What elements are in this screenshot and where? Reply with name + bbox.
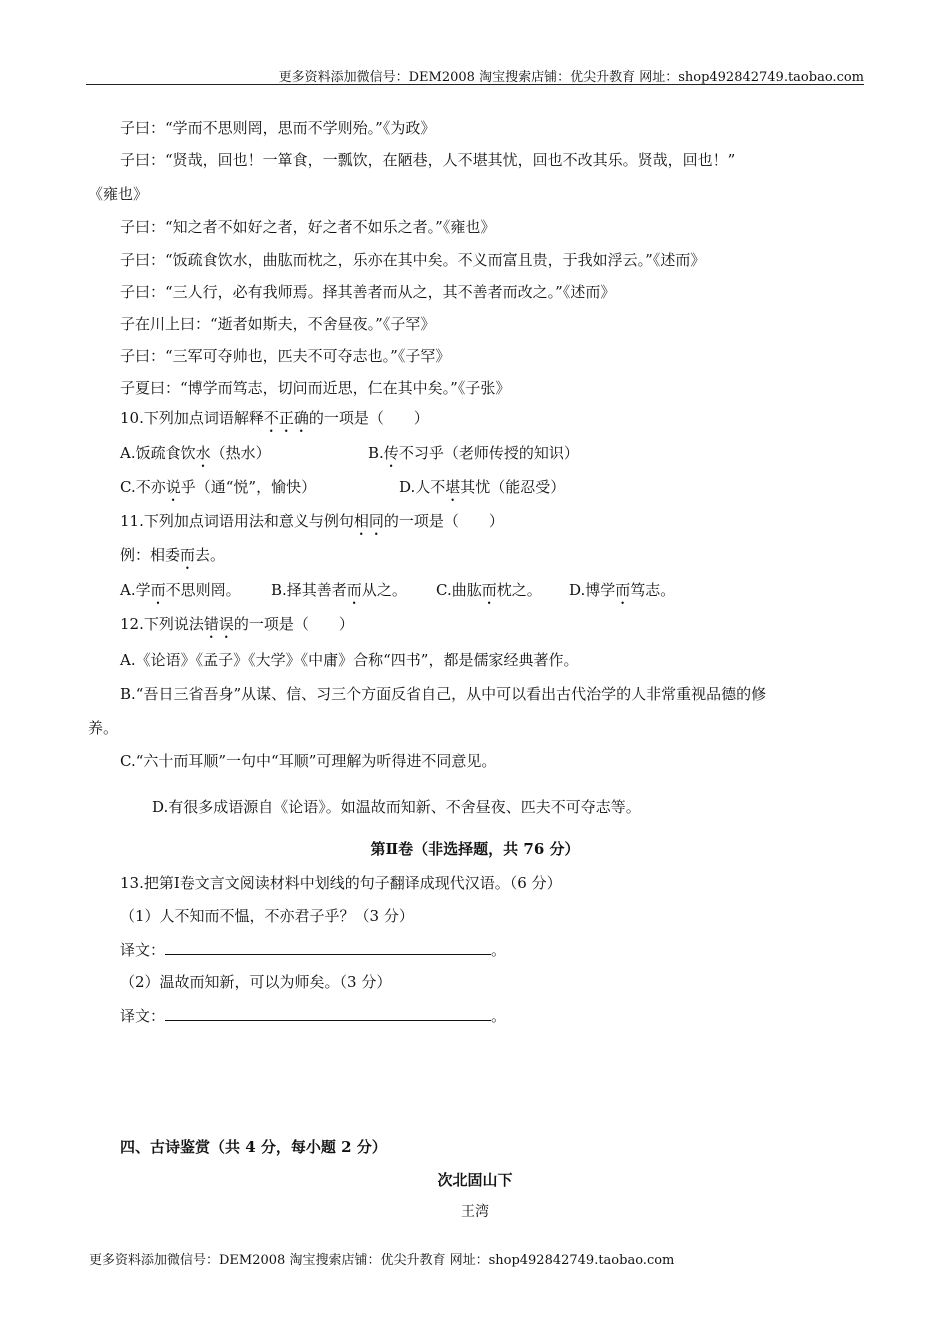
q11-option-d: D.博学而笃志。 xyxy=(569,581,676,599)
section-2-title: 第Ⅱ卷（非选择题，共 76 分） xyxy=(370,840,580,858)
quote-8: 子夏曰：“博学而笃志，切问而近思，仁在其中矣。”《子张》 xyxy=(120,379,511,397)
page-footer: 更多资料添加微信号：DEM2008 淘宝搜索店铺：优尖升教育 网址：shop492842749.taobao.com xyxy=(89,1253,675,1268)
section-4-title: 四、古诗鉴赏（共 4 分，每小题 2 分） xyxy=(120,1138,387,1156)
q11-option-a: A.学而不思则罔。 xyxy=(120,581,241,599)
q13-stem: 13.把第Ⅰ卷文言文阅读材料中划线的句子翻译成现代汉语。（6 分） xyxy=(120,874,562,892)
header-rule xyxy=(86,84,864,85)
q12-option-a: A.《论语》《孟子》《大学》《中庸》合称“四书”，都是儒家经典著作。 xyxy=(120,651,579,669)
quote-6: 子在川上曰：“逝者如斯夫，不舍昼夜。”《子罕》 xyxy=(120,315,436,333)
q13-sentence-2: （2）温故而知新，可以为师矣。（3 分） xyxy=(120,973,392,991)
q11-example: 例：相委而去。 xyxy=(120,546,226,564)
quote-7: 子曰：“三军可夺帅也，匹夫不可夺志也。”《子罕》 xyxy=(120,347,451,365)
answer-line-1[interactable] xyxy=(165,940,491,955)
q10-option-a: A.饭疏食饮水（热水） xyxy=(120,444,271,462)
q12-option-b: B.“吾日三省吾身”从谋、信、习三个方面反省自己，从中可以看出古代治学的人非常重视品德的修 xyxy=(120,685,767,703)
q12-option-b-cont: 养。 xyxy=(88,719,119,737)
q11-option-b: B.择其善者而从之。 xyxy=(271,581,407,599)
quote-4: 子曰：“饭疏食饮水，曲肱而枕之，乐亦在其中矣。不义而富且贵，于我如浮云。”《述而》 xyxy=(120,251,706,269)
q10-option-d: D.人不堪其忧（能忍受） xyxy=(399,478,566,496)
poem-title: 次北固山下 xyxy=(437,1171,513,1189)
quote-5: 子曰：“三人行，必有我师焉。择其善者而从之，其不善者而改之。”《述而》 xyxy=(120,283,616,301)
q11-option-c: C.曲肱而枕之。 xyxy=(436,581,542,599)
quote-2: 子曰：“贤哉，回也！一箪食，一瓢饮，在陋巷，人不堪其忧，回也不改其乐。贤哉，回也！” xyxy=(120,151,736,169)
q10-option-b: B.传不习乎（老师传授的知识） xyxy=(368,444,579,462)
q13-answer-1: 译文： 。 xyxy=(120,941,507,959)
q11-stem: 11.下列加点词语用法和意义与例句相同的一项是（ ） xyxy=(120,512,504,530)
q10-option-c: C.不亦说乎（通“悦”，愉快） xyxy=(120,478,317,496)
q10-stem: 10.下列加点词语解释不正确的一项是（ ） xyxy=(120,409,429,427)
answer-line-2[interactable] xyxy=(165,1006,491,1021)
q12-option-c: C.“六十而耳顺”一句中“耳顺”可理解为听得进不同意见。 xyxy=(120,752,497,770)
quote-3: 子曰：“知之者不如好之者，好之者不如乐之者。”《雍也》 xyxy=(120,218,496,236)
q13-sentence-1: （1）人不知而不愠，不亦君子乎？（3 分） xyxy=(120,907,414,925)
q13-answer-2: 译文： 。 xyxy=(120,1007,507,1025)
quote-1: 子曰：“学而不思则罔，思而不学则殆。”《为政》 xyxy=(120,119,436,137)
q12-option-d: D.有很多成语源自《论语》。如温故而知新、不舍昼夜、匹夫不可夺志等。 xyxy=(152,798,641,816)
q12-stem: 12.下列说法错误的一项是（ ） xyxy=(120,615,354,633)
poem-author: 王湾 xyxy=(461,1204,489,1220)
page-header: 更多资料添加微信号：DEM2008 淘宝搜索店铺：优尖升教育 网址：shop492842749.taobao.com xyxy=(278,70,864,85)
quote-2-source: 《雍也》 xyxy=(88,185,149,203)
